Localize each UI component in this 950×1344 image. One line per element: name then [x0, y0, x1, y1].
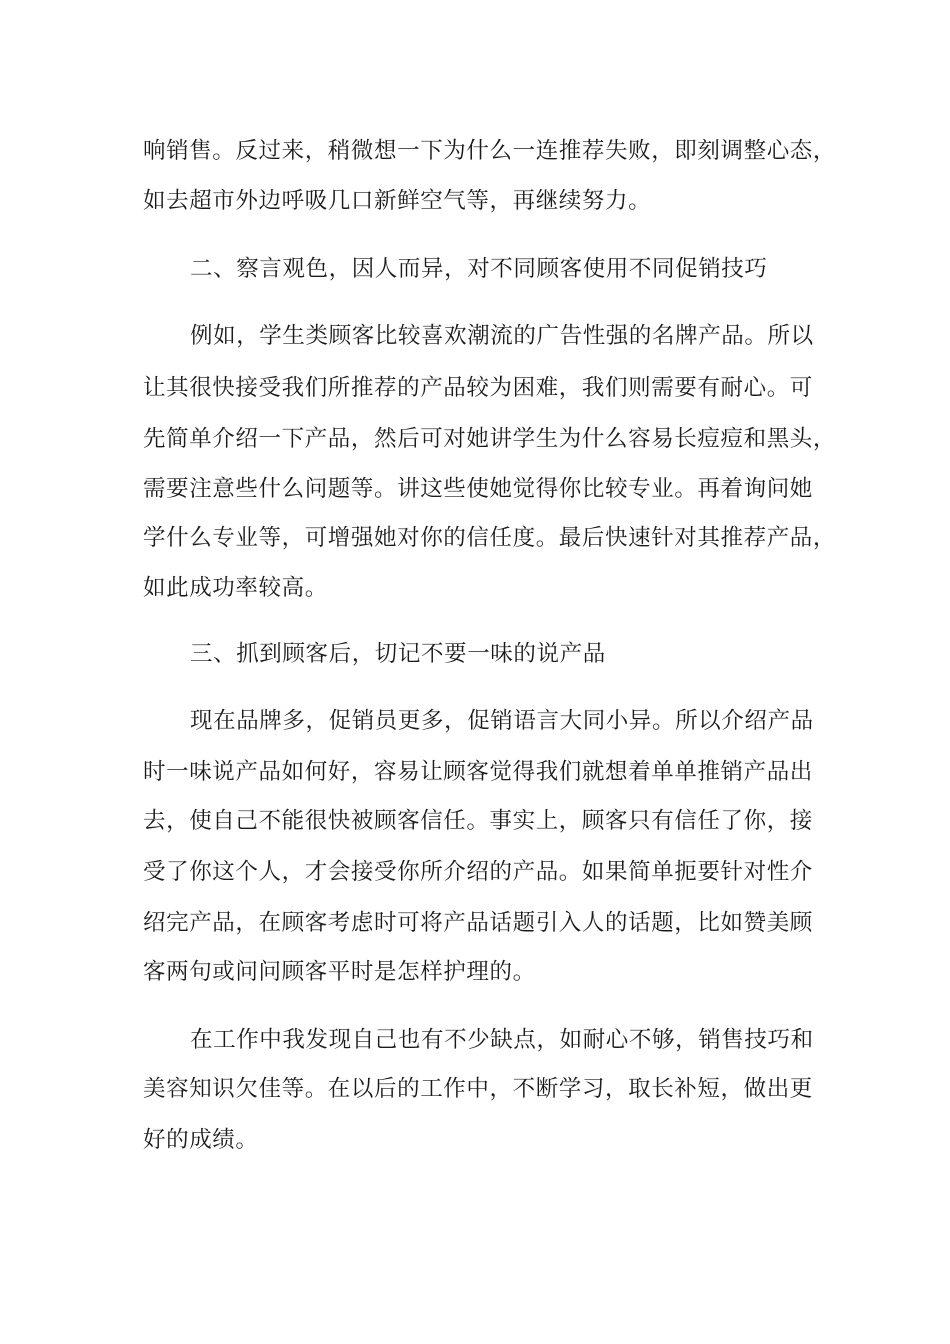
paragraph-line: 如去超市外边呼吸几口新鲜空气等，再继续努力。	[143, 188, 652, 214]
paragraph-line: 美容知识欠佳等。在以后的工作中，不断学习，取长补短，做出更	[143, 1076, 813, 1102]
paragraph-line: 现在品牌多，促销员更多，促销语言大同小异。所以介绍产品	[190, 708, 814, 734]
paragraph-line: 响销售。反过来，稍微想一下为什么一连推荐失败，即刻调整心态，	[143, 138, 837, 164]
section-heading: 三、抓到顾客后，切记不要一味的说产品	[190, 641, 606, 667]
paragraph-line: 在工作中我发现自己也有不少缺点，如耐心不够，销售技巧和	[190, 1027, 814, 1053]
section-heading: 二、察言观色，因人而异，对不同顾客使用不同促销技巧	[190, 256, 768, 282]
paragraph-line: 例如，学生类顾客比较喜欢潮流的广告性强的名牌产品。所以	[190, 323, 814, 349]
paragraph-line: 受了你这个人，才会接受你所介绍的产品。如果简单扼要针对性介	[143, 859, 813, 885]
paragraph-line: 时一味说产品如何好，容易让顾客觉得我们就想着单单推销产品出	[143, 759, 813, 785]
paragraph-line: 客两句或问问顾客平时是怎样护理的。	[143, 959, 536, 985]
paragraph-line: 先简单介绍一下产品，然后可对她讲学生为什么容易长痘痘和黑头，	[143, 426, 837, 452]
paragraph-line: 如此成功率较高。	[143, 575, 328, 601]
paragraph-line: 好的成绩。	[143, 1127, 259, 1153]
paragraph-line: 需要注意些什么问题等。讲这些使她觉得你比较专业。再着询问她	[143, 476, 813, 502]
paragraph-line: 学什么专业等，可增强她对你的信任度。最后快速针对其推荐产品，	[143, 525, 837, 551]
paragraph-line: 去，使自己不能很快被顾客信任。事实上，顾客只有信任了你，接	[143, 808, 813, 834]
paragraph-line: 让其很快接受我们所推荐的产品较为困难，我们则需要有耐心。可	[143, 375, 813, 401]
paragraph-line: 绍完产品，在顾客考虑时可将产品话题引入人的话题，比如赞美顾	[143, 910, 813, 936]
